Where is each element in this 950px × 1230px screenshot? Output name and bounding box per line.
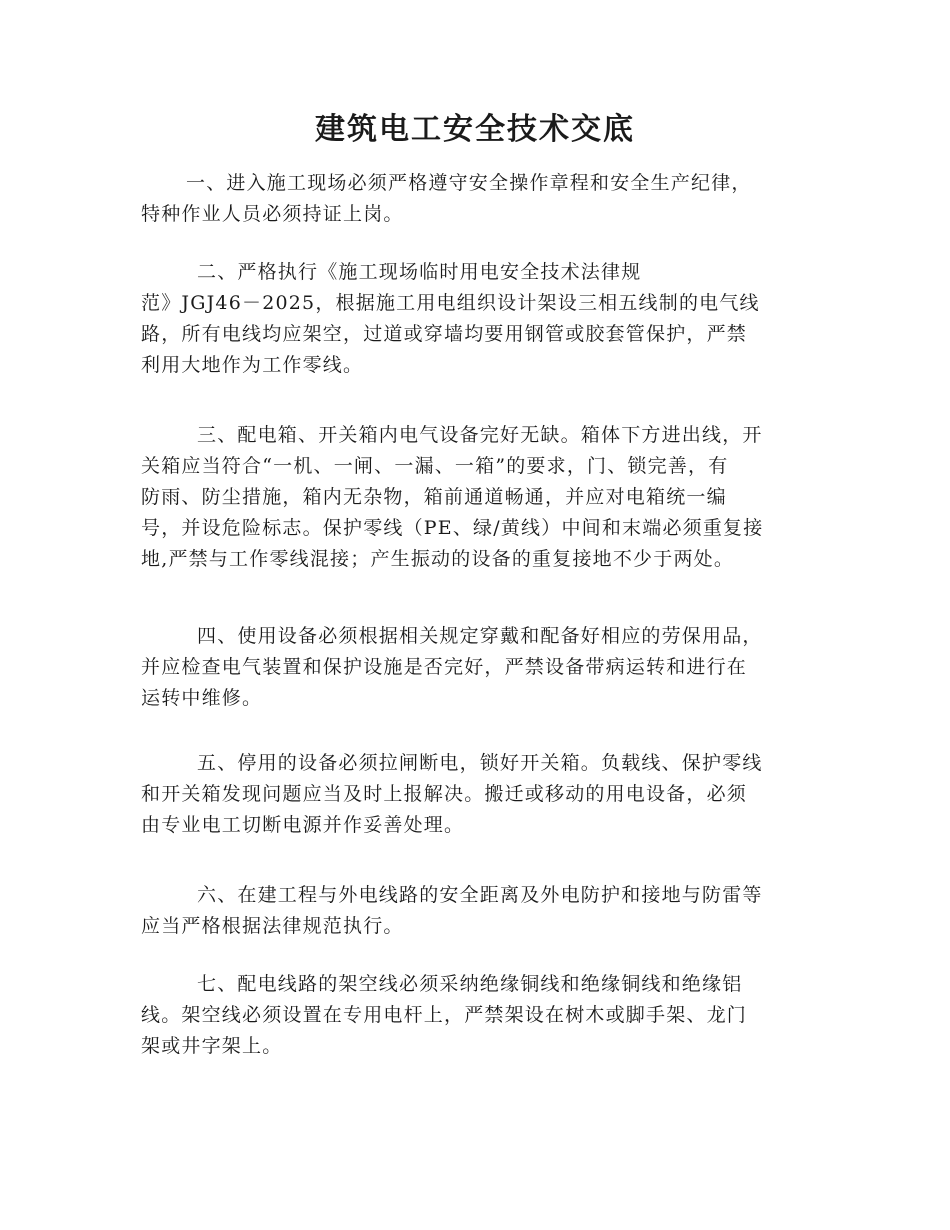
paragraph-line: 并应检查电气装置和保护设施是否完好，严禁设备带病运转和进行在 (141, 656, 748, 678)
paragraph-line: 一、进入施工现场必须严格遵守安全操作章程和安全生产纪律， (186, 172, 752, 194)
paragraph-line: 和开关箱发现问题应当及时上报解决。搬迁或移动的用电设备，必须 (141, 783, 748, 805)
paragraph-5 (141, 748, 809, 841)
paragraph-2 (141, 257, 809, 381)
paragraph-line: 架或井字架上。 (141, 1035, 283, 1057)
paragraph-line: 应当严格根据法律规范执行。 (141, 915, 404, 937)
paragraph-line: 防雨、防尘措施，箱内无杂物，箱前通道畅通，并应对电箱统一编 (141, 486, 727, 508)
paragraph-line: 路，所有电线均应架空，过道或穿墙均要用钢管或胶套管保护，严禁 (141, 323, 748, 345)
paragraph-7 (141, 969, 809, 1062)
paragraph-line: 线。架空线必须设置在专用电杆上，严禁架设在树木或脚手架、龙门 (141, 1004, 748, 1026)
paragraph-3 (141, 420, 809, 575)
paragraph-line: 利用大地作为工作零线。 (141, 354, 364, 376)
paragraph-line: 地,严禁与工作零线混接；产生振动的设备的重复接地不少于两处。 (141, 548, 735, 570)
paragraph-line: 二、严格执行《施工现场临时用电安全技术法律规 (197, 261, 642, 283)
document-title: 建筑电工安全技术交底 (315, 112, 635, 147)
paragraph-line: 运转中维修。 (141, 687, 263, 709)
paragraph-line: 关箱应当符合“一机、一闸、一漏、一箱”的要求，门、锁完善，有 (141, 455, 729, 477)
paragraph-1 (141, 168, 809, 230)
paragraph-4 (141, 621, 809, 714)
paragraph-line: 特种作业人员必须持证上岗。 (141, 203, 404, 225)
paragraph-line: 范》JGJ46－2025，根据施工用电组织设计架设三相五线制的电气线 (141, 292, 760, 314)
paragraph-6 (141, 880, 809, 942)
paragraph-line: 三、配电箱、开关箱内电气设备完好无缺。箱体下方进出线，开 (197, 424, 763, 446)
paragraph-line: 五、停用的设备必须拉闸断电，锁好开关箱。负载线、保护零线 (197, 752, 763, 774)
paragraph-line: 四、使用设备必须根据相关规定穿戴和配备好相应的劳保用品， (197, 625, 763, 647)
paragraph-line: 由专业电工切断电源并作妥善处理。 (141, 814, 465, 836)
paragraph-line: 七、配电线路的架空线必须采纳绝缘铜线和绝缘铜线和绝缘铝 (197, 973, 743, 995)
paragraph-line: 号，并设危险标志。保护零线（PE、绿/黄线）中间和末端必须重复接 (141, 517, 764, 539)
paragraph-line: 六、在建工程与外电线路的安全距离及外电防护和接地与防雷等 (197, 884, 763, 906)
